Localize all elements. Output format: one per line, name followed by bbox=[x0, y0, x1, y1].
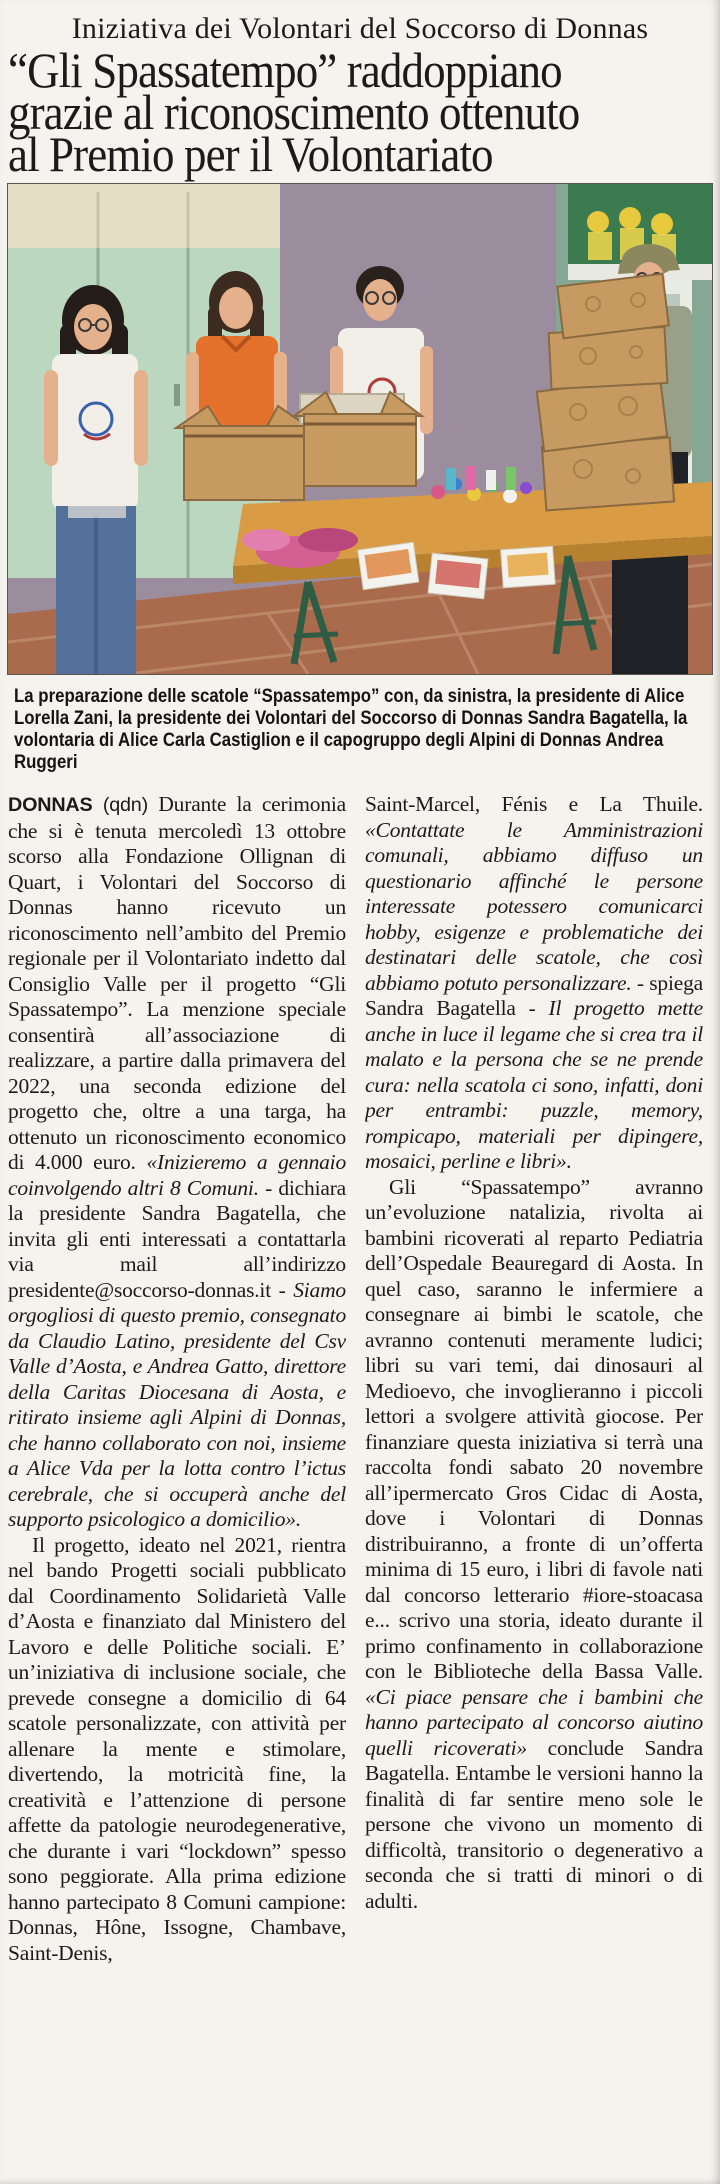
paragraph bbox=[365, 792, 703, 1175]
photo-caption: La preparazione delle scatole “Spassatempo” con, da sinistra, la presidente di Alice Lorella Zani, la presidente dei Volontari del Soccorso di Donnas Sandra Bagatella, la volontaria di Alice Carla Castiglion e il capogruppo degli Alpini di Donnas Andrea Ruggeri bbox=[14, 686, 688, 773]
text-segment: DONNAS bbox=[8, 794, 93, 816]
article-body bbox=[0, 792, 720, 2184]
text-segment: spiega Sandra Bagatella - bbox=[365, 970, 703, 1020]
open-box-center bbox=[294, 392, 422, 486]
text-segment: (qdn) bbox=[92, 794, 159, 816]
text-segment: Durante la cerimonia che si è tenuta mercoledì 13 ottobre scorso alla Fondazione Ollignan di Quart, i Volontari del Soccorso di Donnas hanno ricevuto un riconoscimento nell’ambito del Premio regionale per il Volontariato indetto dal Consiglio Valle per il progetto “Gli Spassatempo”. La menzione speciale consentirà all’associazione di realizzare, a partire dalla primavera del 2022, una seconda edizione del progetto che, oltre a una targa, ha ottenuto un riconoscimento economico di 4.000 euro. bbox=[8, 792, 346, 1174]
text-segment: conclude Sandra Bagatella. Entambe le versioni hanno la finalità di far sentire meno sole le persone che vivono un momento di difficoltà, transitorio o degenerativo a seconda che si tratti di minori o di adulti. bbox=[365, 1735, 703, 1913]
paragraph bbox=[8, 1533, 346, 1967]
article-photo bbox=[8, 184, 712, 674]
paragraph bbox=[8, 792, 346, 1533]
text-segment: «Ci piace pensare che i bambini che hanno partecipato al concorso aiutino quelli ricoverati» bbox=[365, 1684, 703, 1760]
text-segment: Siamo orgogliosi di questo premio, consegnato da Claudio Latino, presidente del Csv Valle d’Aosta, e Andrea Gatto, direttore della Caritas Diocesana di Aosta, e ritirato insieme agli Alpini di Donnas, che hanno collaborato con noi, insieme a Alice Vda per la lotta contro l’ictus cerebrale, che si occuperà anche del supporto psicologico a domicilio». bbox=[8, 1277, 346, 1531]
article-column-right bbox=[365, 792, 703, 2184]
text-segment: Saint-Marcel, Fénis e La Thuile. bbox=[365, 792, 703, 816]
headline-line: al Premio per il Volontariato bbox=[8, 126, 493, 182]
text-segment: Il progetto, ideato nel 2021, rientra nel bando Progetti sociali pubblicato dal Coordinamento Solidarietà Valle d’Aosta e finanziato dal Ministero del Lavoro e delle Politiche sociali. E’ un’iniziativa di inclusione sociale, che prevede consegne a domicilio di 64 scatole personalizzate, con attività per allenare la mente e stimolare, divertendo, la motricità fine, la creatività e l’attenzione di persone affette da patologie neurodegenerative, che durante i vari “lockdown” spesso sono peggiorate. Alla prima edizione hanno partecipato 8 Comuni campione: Donnas, Hône, Issogne, Chambave, Saint-Denis, bbox=[8, 1532, 346, 1965]
kicker: Iniziativa dei Volontari del Soccorso di Donnas bbox=[71, 12, 649, 45]
headline bbox=[0, 42, 720, 182]
text-segment: - dichiara la presidente Sandra Bagatella, che invita gli enti interessati a contattarla via mail all’indirizzo presidente@soccorso-donnas.it - bbox=[8, 1175, 346, 1302]
text-segment: Gli “Spassatempo” avranno un’evoluzione natalizia, rivolta ai bambini ricoverati al reparto Pediatria dell’Ospedale Beauregard di Aosta. In quel caso, saranno le infermiere a consegnare ai bimbi le scatole, che avranno contenuti meramente ludici; libri su vari temi, dai dinosauri al Medioevo, che invoglieranno i piccoli lettori a svolgere attività giocose. Per finanziare questa iniziativa si terrà una raccolta fondi sabato 20 novembre all’ipermercato Gros Cidac di Aosta, dove i Volontari di Donnas distribuiranno, a fronte di un’offerta minima di 15 euro, i libri di favole nati dal concorso letterario #iore-stoacasa e... scrivo una storia, ideato durante il primo confinamento in collaborazione con le Biblioteche della Bassa Valle. bbox=[365, 1174, 703, 1683]
article-column-left bbox=[8, 792, 346, 2184]
text-segment: «Inizieremo a gennaio coinvolgendo altri 8 Comuni. bbox=[8, 1150, 346, 1200]
text-segment: «Contattate le Amministrazioni comunali, abbiamo diffuso un questionario affinché le persone interessate potessero comunicarci hobby, esigenze e problematiche dei destinatari delle scatole, che così abbiamo potuto personalizzare. - bbox=[365, 817, 703, 995]
text-segment: Il progetto mette anche in luce il legame che si crea tra il malato e la persona che se ne prende cura: nella scatola ci sono, infatti, doni per entrambi: puzzle, memory, rompicapo, materiali per dipingere, mosaici, perline e libri». bbox=[365, 996, 703, 1173]
headline-line: “Gli Spassatempo” raddoppiano bbox=[8, 42, 562, 98]
headline-line: grazie al riconoscimento ottenuto bbox=[8, 84, 580, 140]
paragraph bbox=[365, 1175, 703, 1915]
